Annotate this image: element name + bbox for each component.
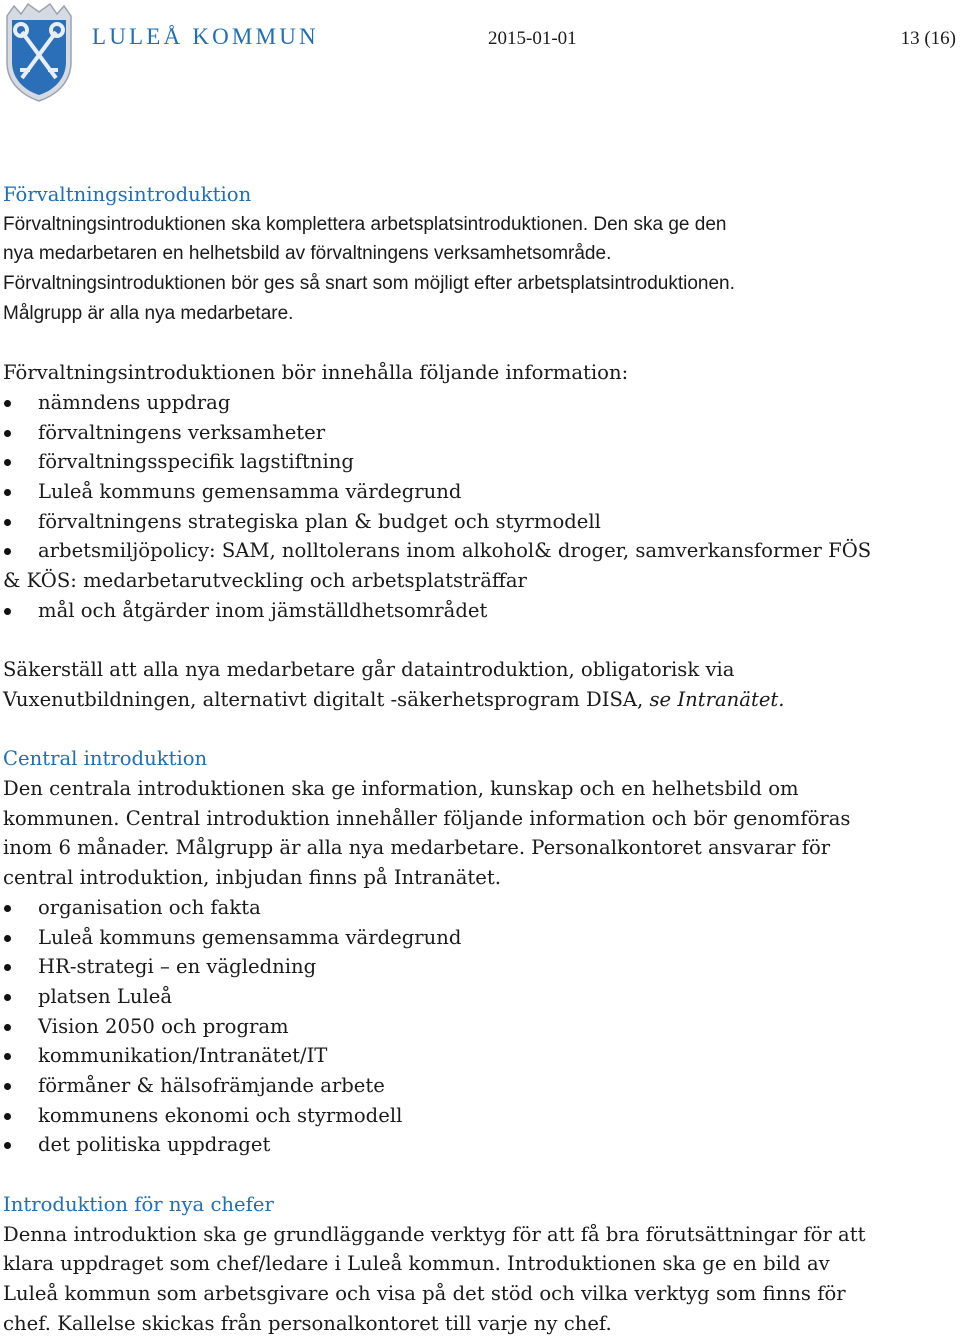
paragraph-line: klara uppdraget som chef/ledare i Luleå kommun. Introduktionen ska ge en bild av: [3, 1252, 830, 1276]
list-item: Luleå kommuns gemensamma värdegrund: [3, 477, 953, 507]
list-item: kommunikation/Intranätet/IT: [3, 1041, 953, 1071]
note-text: Vuxenutbildningen, alternativt digitalt -säkerhetsprogram DISA,: [3, 687, 644, 711]
list-item: Vision 2050 och program: [3, 1012, 953, 1042]
list-item: arbetsmiljöpolicy: SAM, nolltolerans inom alkohol& droger, samverkansformer FÖS: [3, 536, 953, 566]
section1-bullet-list: [3, 388, 953, 626]
page-number: 13 (16): [900, 28, 956, 49]
list-item: mål och åtgärder inom jämställdhetsområdet: [3, 596, 953, 626]
document-date: 2015-01-01: [488, 28, 577, 49]
list-item: HR-strategi – en vägledning: [3, 952, 953, 982]
section2-bullet-list: [3, 893, 953, 1160]
paragraph-line: Förvaltningsintroduktionen bör ges så snart som möjligt efter arbetsplatsintroduktionen.: [3, 273, 735, 295]
list-item: organisation och fakta: [3, 893, 953, 923]
section-heading-central-introduktion: Central introduktion: [3, 747, 208, 771]
list-item: förvaltningens strategiska plan & budget och styrmodell: [3, 507, 953, 537]
intranet-reference: se Intranätet.: [649, 687, 785, 711]
list-item: kommunens ekonomi och styrmodell: [3, 1101, 953, 1131]
paragraph-line: Målgrupp är alla nya medarbetare.: [3, 302, 294, 324]
list-item: förvaltningens verksamheter: [3, 418, 953, 448]
paragraph-line: kommunen. Central introduktion innehåller följande information och bör genomföras: [3, 806, 851, 830]
section-heading-forvaltningsintroduktion: Förvaltningsintroduktion: [3, 183, 252, 206]
page-header: [0, 0, 960, 110]
list-item: förmåner & hälsofrämjande arbete: [3, 1071, 953, 1101]
paragraph-line: chef. Kallelse skickas från personalkontoret till varje ny chef.: [3, 1311, 612, 1335]
paragraph-line: Denna introduktion ska ge grundläggande verktyg för att få bra förutsättningar för att: [3, 1222, 866, 1246]
paragraph-line: Luleå kommun som arbetsgivare och visa på det stöd och vilka verktyg som finns för: [3, 1281, 846, 1305]
coat-of-arms-logo: [4, 2, 74, 102]
list-intro: Förvaltningsintroduktionen bör innehålla följande information:: [3, 361, 629, 385]
note-line: Säkerställ att alla nya medarbetare går dataintroduktion, obligatorisk via: [3, 658, 735, 682]
paragraph-line: inom 6 månader. Målgrupp är alla nya medarbetare. Personalkontoret ansvarar för: [3, 836, 831, 860]
document-body: [3, 180, 953, 1338]
list-item: förvaltningsspecifik lagstiftning: [3, 447, 953, 477]
paragraph-line: Den centrala introduktionen ska ge information, kunskap och en helhetsbild om: [3, 777, 799, 801]
list-item: Luleå kommuns gemensamma värdegrund: [3, 923, 953, 953]
list-item-continuation: & KÖS: medarbetarutveckling och arbetsplatsträffar: [3, 569, 527, 593]
list-item: nämndens uppdrag: [3, 388, 953, 418]
section-heading-nya-chefer: Introduktion för nya chefer: [3, 1192, 274, 1216]
section1-paragraph: [3, 210, 953, 329]
paragraph-line: Förvaltningsintroduktionen ska komplettera arbetsplatsintroduktionen. Den ska ge den: [3, 213, 727, 235]
organization-name: LULEÅ KOMMUN: [92, 24, 319, 49]
paragraph-line: nya medarbetaren en helhetsbild av förvaltningens verksamhetsområde.: [3, 243, 612, 265]
list-item: platsen Luleå: [3, 982, 953, 1012]
note-line: [3, 685, 953, 715]
paragraph-line: central introduktion, inbjudan finns på Intranätet.: [3, 866, 501, 890]
list-item: det politiska uppdraget: [3, 1130, 953, 1160]
